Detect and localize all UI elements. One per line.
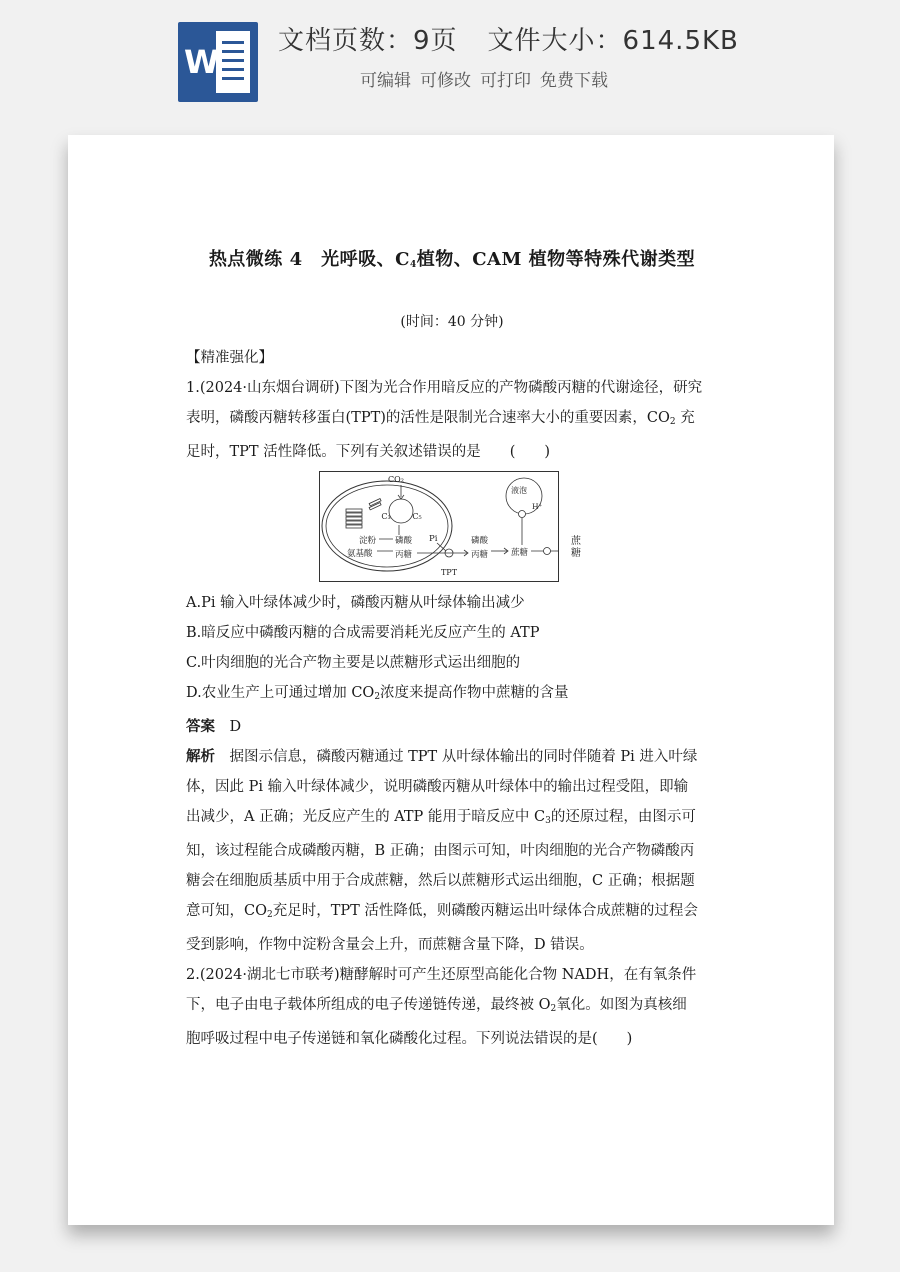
triose-phosphate-inside-1: 磷酸 (395, 536, 413, 546)
c3-label: C₃ (381, 512, 391, 521)
pi-label: Pi (429, 534, 438, 544)
explanation-line-5: 糖会在细胞质基质中用于合成蔗糖，然后以蔗糖形式运出细胞，C 正确；根据题 (186, 873, 695, 889)
option-b: B.暗反应中磷酸丙糖的合成需要消耗光反应产生的 ATP (186, 625, 540, 641)
chloroplast-outer (322, 481, 452, 571)
granum-small (369, 499, 381, 510)
sucrose-exporter (544, 548, 551, 555)
answer-value: D (229, 719, 242, 735)
explanation-line-7: 受到影响，作物中淀粉含量会上升，而蔗糖含量下降，D 错误。 (186, 937, 594, 953)
c5-label: C₅ (412, 512, 422, 521)
answer-line (186, 712, 718, 742)
proton-label: H⁺ (532, 502, 543, 511)
page-count: 文档页数：9页 (278, 26, 458, 56)
triose-phosphate-pathway-diagram (319, 471, 559, 582)
sucrose-exported-label: 蔗 糖 (571, 536, 581, 559)
question-2-line-1: 2.(2024·湖北七市联考)糖酵解时可产生还原型高能化合物 NADH，在有氧条件 (186, 967, 697, 983)
feature-free-download: 免费下载 (540, 71, 608, 91)
option-a: A.Pi 输入叶绿体减少时，磷酸丙糖从叶绿体输出减少 (186, 595, 525, 611)
file-size: 文件大小：614.5KB (487, 26, 739, 56)
co2-label: CO₂ (388, 475, 404, 484)
calvin-cycle (389, 499, 413, 523)
triose-phosphate-outside-1: 磷酸 (471, 536, 489, 546)
feature-modifiable: 可修改 (420, 71, 471, 91)
answer-label: 答案 (186, 718, 215, 735)
thylakoid-stack (346, 509, 362, 528)
title-subscript: 4 (409, 260, 417, 270)
chloroplast-inner (326, 485, 448, 567)
analysis-label: 解析 (186, 748, 215, 765)
feature-editable: 可编辑 (360, 71, 411, 91)
vacuole-transporter (519, 511, 526, 518)
question-1-line-3: 足时，TPT 活性降低。下列有关叙述错误的是 ( ) (186, 444, 551, 460)
word-icon-letter: W (184, 43, 220, 81)
document-title (186, 245, 718, 271)
question-2-line-2: 下，电子由电子载体所组成的电子传递链传递，最终被 $O_2$氧化。如图为真核细 (186, 997, 687, 1014)
amino-acid-label: 氨基酸 (347, 549, 373, 559)
explanation-line-2: 体，因此 Pi 输入叶绿体减少，说明磷酸丙糖从叶绿体中的输出过程受阻，即输 (186, 779, 689, 795)
vacuole-label: 液泡 (511, 486, 527, 495)
question-2-line-3: 胞呼吸过程中电子传递链和氧化磷酸化过程。下列说法错误的是( ) (186, 1031, 633, 1047)
page-content (186, 245, 718, 1054)
starch-label: 淀粉 (359, 536, 377, 546)
question-1-line-1: 1.(2024·山东烟台调研)下图为光合作用暗反应的产物磷酸丙糖的代谢途径，研究 (186, 380, 703, 396)
explanation-line-3: 出减少，A 正确；光反应产生的 ATP 能用于暗反应中 $C_3$的还原过程，由图示可 (186, 809, 696, 826)
question-1-line-2: 表明，磷酸丙糖转移蛋白(TPT)的活性是限制光合速率大小的重要因素，$CO_2$ 充 (186, 410, 695, 427)
document-page (68, 135, 834, 1225)
option-c: C.叶肉细胞的光合产物主要是以蔗糖形式运出细胞的 (186, 655, 521, 671)
triose-phosphate-inside-2: 丙糖 (395, 550, 413, 560)
sucrose-label: 蔗糖 (511, 548, 529, 558)
download-banner (0, 0, 900, 125)
feature-printable: 可打印 (480, 71, 531, 91)
explanation-line-1: 解析 据图示信息，磷酸丙糖通过 TPT 从叶绿体输出的同时伴随着 Pi 进入叶绿 (186, 748, 698, 765)
title-part-b: 植物、CAM 植物等特殊代谢类型 (416, 249, 696, 270)
word-document-icon (178, 22, 258, 102)
explanation-line-4: 知，该过程能合成磷酸丙糖，B 正确；由图示可知，叶肉细胞的光合产物磷酸丙 (186, 843, 695, 859)
section-heading: 【精准强化】 (186, 350, 273, 366)
option-d: D.农业生产上可通过增加 $CO_2$浓度来提高作物中蔗糖的含量 (186, 685, 569, 702)
word-icon-page (216, 31, 250, 93)
feature-list (360, 66, 660, 92)
time-limit: (时间：40 分钟) (400, 314, 504, 330)
title-part-a: 热点微练 4 光呼吸、C (208, 249, 410, 270)
tpt-label: TPT (440, 568, 458, 577)
triose-phosphate-outside-2: 丙糖 (471, 550, 489, 560)
explanation-line-6: 意可知，$CO_2$充足时，TPT 活性降低，则磷酸丙糖运出叶绿体合成蔗糖的过程会 (186, 903, 698, 920)
file-info (278, 20, 748, 60)
